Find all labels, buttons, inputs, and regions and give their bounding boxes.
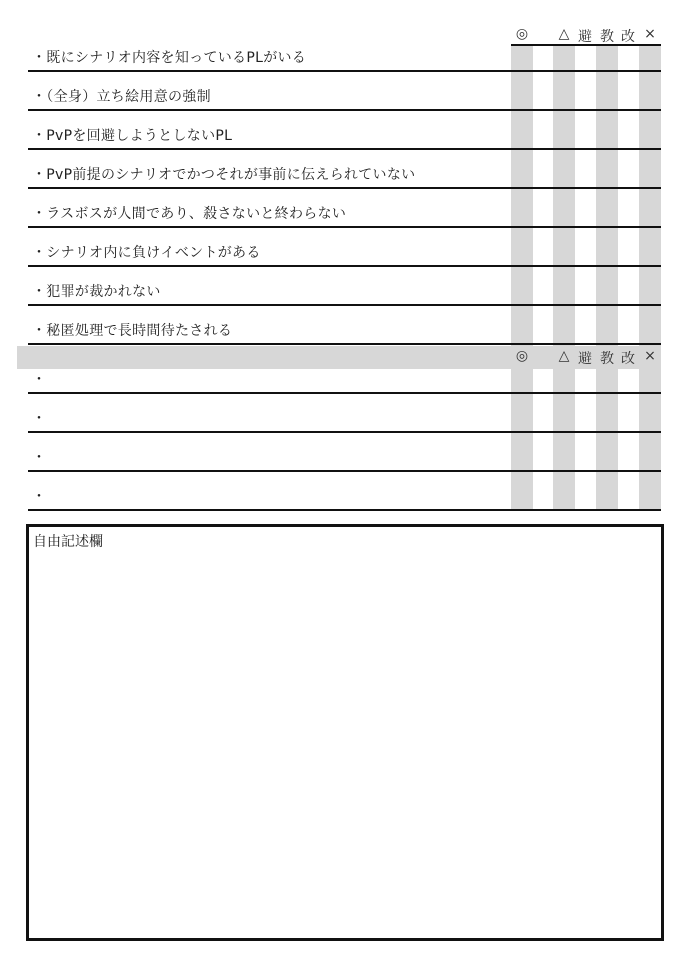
header-double-circle: ◎ bbox=[515, 348, 529, 364]
item-text: ・既にシナリオ内容を知っているPLがいる bbox=[32, 50, 307, 66]
column-header-row-2 bbox=[511, 346, 661, 368]
item-text: ・犯罪が裁かれない bbox=[32, 284, 161, 300]
item-text: ・ bbox=[32, 489, 47, 505]
list-item bbox=[28, 72, 661, 111]
header-modify: 改 bbox=[621, 351, 635, 367]
header-avoid: 避 bbox=[578, 29, 592, 45]
item-text: ・PvP前提のシナリオでかつそれが事前に伝えられていない bbox=[32, 167, 416, 183]
header-top-line bbox=[511, 44, 661, 46]
list-item bbox=[28, 50, 661, 72]
item-text: ・ bbox=[32, 450, 47, 466]
list-item bbox=[28, 189, 661, 228]
header-triangle: △ bbox=[558, 26, 570, 42]
list-item bbox=[28, 472, 661, 511]
list-item bbox=[28, 267, 661, 306]
header-teach: 教 bbox=[600, 29, 614, 45]
list-item bbox=[28, 369, 661, 394]
item-text: ・ bbox=[32, 411, 47, 427]
item-text: ・ラスボスが人間であり、殺さないと終わらない bbox=[32, 206, 347, 222]
header-cross: × bbox=[644, 348, 656, 364]
header-modify: 改 bbox=[621, 29, 635, 45]
item-text: ・PvPを回避しようとしないPL bbox=[32, 128, 233, 144]
list-item bbox=[28, 111, 661, 150]
header-avoid: 避 bbox=[578, 351, 592, 367]
list-item bbox=[28, 228, 661, 267]
header-teach: 教 bbox=[600, 351, 614, 367]
column-header-row-1 bbox=[511, 24, 661, 46]
list-item bbox=[28, 306, 661, 345]
free-description-box[interactable] bbox=[26, 524, 664, 941]
item-text: ・シナリオ内に負けイベントがある bbox=[32, 245, 261, 261]
free-description-label: 自由記述欄 bbox=[33, 534, 103, 550]
header-double-circle: ◎ bbox=[515, 26, 529, 42]
list-item bbox=[28, 150, 661, 189]
item-text: ・ bbox=[32, 372, 47, 388]
item-text: ・（全身）立ち絵用意の強制 bbox=[32, 89, 211, 105]
item-text: ・秘匿処理で長時間待たされる bbox=[32, 323, 233, 339]
list-item bbox=[28, 394, 661, 433]
header-triangle: △ bbox=[558, 348, 570, 364]
list-item bbox=[28, 433, 661, 472]
header-cross: × bbox=[644, 26, 656, 42]
